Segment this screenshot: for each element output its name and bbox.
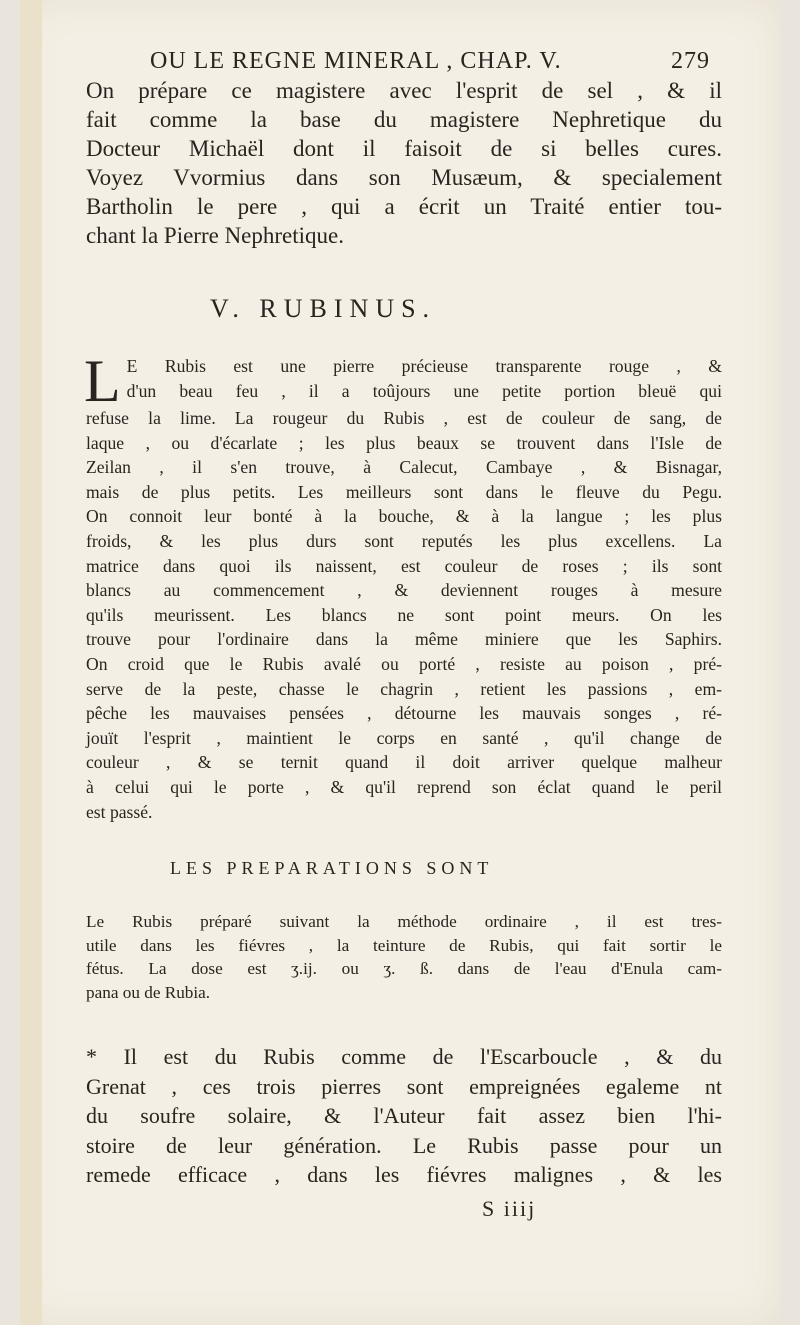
text-line: serve de la peste, chasse le chagrin , retient les passions , em-: [86, 678, 722, 699]
text-line: On croid que le Rubis avalé ou porté , resiste au poison , pré-: [86, 653, 722, 674]
text-line: stoire de leur génération. Le Rubis passe pour un: [86, 1132, 722, 1158]
text-line: fétus. La dose est ʒ.ij. ou ʒ. ß. dans de l'eau d'Enula cam-: [86, 959, 722, 978]
intro-paragraph: [86, 76, 722, 250]
text-line: jouït l'esprit , maintient le corps en santé , qu'il change de: [86, 727, 722, 748]
text-line: refuse la lime. La rougeur du Rubis , est de couleur de sang, de: [86, 408, 722, 428]
text-line: E Rubis est une pierre précieuse transparente rouge , &: [126, 356, 722, 376]
page-number: 279: [671, 48, 710, 74]
running-header: [150, 48, 710, 75]
text-line: Le Rubis préparé suivant la méthode ordinaire , il est tres-: [86, 912, 722, 931]
text-line: remede efficace , dans les fiévres malignes , & les: [86, 1162, 722, 1187]
text-line: Bartholin le pere , qui a écrit un Traité entier tou-: [86, 194, 722, 219]
text-line: qu'ils meurissent. Les blancs ne sont point meurs. On les: [86, 604, 722, 625]
text-line: laque , ou d'écarlate ; les plus beaux se trouvent dans l'Isle de: [86, 432, 722, 453]
footnote-paragraph: [86, 1042, 722, 1190]
text-line: chant la Pierre Nephretique.: [86, 223, 344, 248]
text-line: Voyez Vvormius dans son Musæum, & specialement: [86, 165, 722, 190]
text-line: matrice dans quoi ils naissent, est couleur de roses ; ils sont: [86, 555, 722, 576]
text-line: fait comme la base du magistere Nephretique du: [86, 107, 722, 132]
preparations-heading: LES PREPARATIONS SONT: [170, 858, 494, 878]
text-line: à celui qui le porte , & qu'il reprend son éclat quand le peril: [86, 776, 722, 797]
text-line: * Il est du Rubis comme de l'Escarboucle , & du: [86, 1044, 722, 1069]
text-line: trouve pour l'ordinaire dans la même miniere que les Saphirs.: [86, 629, 722, 650]
drop-cap: L: [84, 348, 121, 414]
text-line: On connoit leur bonté à la bouche, & à la langue ; les plus: [86, 506, 722, 527]
text-line: Zeilan , il s'en trouve, à Calecut, Cambaye , & Bisnagar,: [86, 457, 722, 478]
text-line: froids, & les plus durs sont reputés les plus excellens. La: [86, 530, 722, 551]
running-title: OU LE REGNE MINERAL , CHAP. V.: [150, 48, 562, 74]
text-line: mais de plus petits. Les meilleurs sont dans le fleuve du Pegu.: [86, 481, 722, 502]
text-line: du soufre solaire, & l'Auteur fait assez bien l'hi-: [86, 1103, 722, 1128]
text-line: utile dans les fiévres , la teinture de Rubis, qui fait sortir le: [86, 935, 722, 955]
book-page: [20, 0, 780, 1325]
text-line: couleur , & se ternit quand il doit arriver quelque malheur: [86, 752, 722, 773]
text-line: pêche les mauvaises pensées , détourne les mauvais songes , ré-: [86, 703, 722, 724]
text-line: On prépare ce magistere avec l'esprit de sel , & il: [86, 78, 722, 103]
signature-mark: S iiij: [482, 1196, 537, 1221]
text-line: Grenat , ces trois pierres sont empreignées egaleme nt: [86, 1073, 722, 1099]
text-line: blancs au commencement , & deviennent rouges à mesure: [86, 580, 722, 601]
text-line: Docteur Michaël dont il faisoit de si belles cures.: [86, 136, 722, 161]
rubis-paragraph: [84, 348, 722, 824]
section-heading: V. RUBINUS.: [210, 294, 437, 323]
text-line: pana ou de Rubia.: [86, 982, 211, 1002]
preparations-paragraph: [86, 910, 722, 1004]
page-gutter: [20, 0, 42, 1325]
text-line: d'un beau feu , il a toûjours une petite portion bleuë qui: [126, 380, 722, 401]
text-line: est passé.: [86, 801, 153, 822]
